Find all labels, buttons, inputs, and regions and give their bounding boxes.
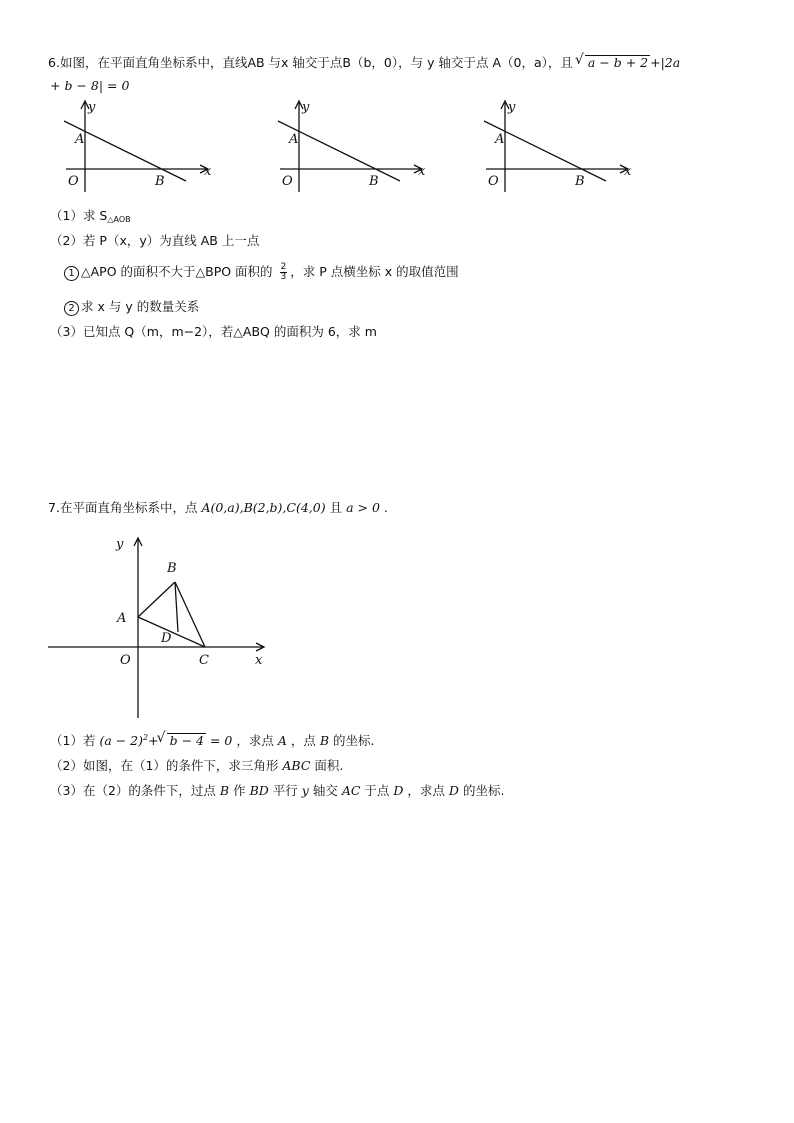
- point-b-label: B: [155, 174, 165, 189]
- point-c-label: C: [199, 653, 209, 668]
- problem-6-stem-text: 如图，在平面直角坐标系中，直线AB 与x 轴交于点B（b，0），与 y 轴交于点 A（0，a），且: [59, 55, 573, 70]
- fraction-numerator: 2: [280, 262, 287, 272]
- q2-text-b: 面积.: [314, 758, 344, 773]
- point-a-label: A: [75, 132, 85, 147]
- problem-6-stem-line2: + b − 8| = 0: [50, 78, 130, 93]
- q3-word-1: 作: [233, 783, 246, 798]
- point-d-label: D: [161, 631, 172, 646]
- x-axis-label: x: [255, 653, 263, 668]
- q3-segment-ac: AC: [341, 783, 361, 798]
- q2-1-text-b: ，求 P 点横坐标 x 的取值范围: [290, 264, 459, 279]
- q2-text-a: （2）如图，在（1）的条件下，求三角形: [50, 758, 279, 773]
- q1-square-term: (a − 2): [99, 733, 144, 748]
- point-b-label: B: [167, 561, 177, 576]
- x-axis-label: x: [624, 164, 632, 179]
- q3-word-5: ，求点: [407, 783, 445, 798]
- problem-6-question-3: （3）已知点 Q（m，m−2），若△ABQ 的面积为 6，求 m: [50, 324, 377, 339]
- point-b-label: B: [575, 174, 585, 189]
- q1-exponent: 2: [143, 732, 149, 742]
- q1-point-a: A: [277, 733, 287, 748]
- problem-6-figure-3: [478, 97, 638, 197]
- q1-equals: = 0: [209, 733, 233, 748]
- origin-label: O: [120, 653, 131, 668]
- point-a-label: A: [495, 132, 505, 147]
- q2-1-text-a: △APO 的面积不大于△BPO 面积的: [81, 264, 273, 279]
- problem-7-figure: [44, 532, 274, 722]
- q1-sqrt-term: √ b − 4: [167, 733, 206, 748]
- q3-text-a: （3）在（2）的条件下，过点: [50, 783, 216, 798]
- fraction-denominator: 3: [280, 272, 287, 282]
- circled-number-2: 2: [64, 301, 79, 316]
- y-axis-label: y: [116, 537, 124, 552]
- point-a-label: A: [289, 132, 299, 147]
- q3-point-b: B: [219, 783, 230, 798]
- origin-label: O: [282, 174, 293, 189]
- point-a-label: A: [117, 611, 127, 626]
- problem-number: 6.: [48, 55, 60, 70]
- q3-word-2: 平行: [272, 783, 298, 798]
- problem-7-question-2: [50, 756, 343, 774]
- problem-6-stem-line1: [48, 53, 680, 71]
- q3-end-text: 的坐标.: [462, 783, 505, 798]
- condition-expression: a > 0: [346, 500, 380, 515]
- fraction-two-thirds: [280, 263, 288, 282]
- problem-number: 7.: [48, 500, 60, 515]
- problem-6-question-2-1: [64, 262, 459, 282]
- q3-word-4: 于点: [364, 783, 390, 798]
- q1-point-b: B: [319, 733, 330, 748]
- q1-subscript: △AOB: [107, 215, 131, 224]
- q1-plus: +: [148, 733, 159, 748]
- problem-6-question-1: [50, 206, 131, 224]
- y-axis-label: y: [88, 100, 96, 115]
- q3-segment-bd: BD: [249, 783, 269, 798]
- q3-y-axis: y: [301, 783, 309, 798]
- problem-6-figure-1: [58, 97, 218, 197]
- abs-expression-start: +|2a: [650, 55, 681, 70]
- point-b-label: B: [369, 174, 379, 189]
- circled-number-1: 1: [64, 266, 79, 281]
- q1-text: （1）求 S: [50, 208, 108, 223]
- q1-comma-text: ，点: [290, 733, 316, 748]
- problem-6-question-2-2: [64, 297, 199, 316]
- problem-7-question-1: [50, 731, 375, 749]
- q3-point-d-2: D: [448, 783, 459, 798]
- q1-end-text: 的坐标.: [333, 733, 375, 748]
- points-expression: A(0,a),B(2,b),C(4,0): [201, 500, 326, 515]
- q2-2-text: 求 x 与 y 的数量关系: [81, 299, 200, 314]
- problem-7-stem-text: 在平面直角坐标系中，点: [59, 500, 198, 515]
- sqrt-expression: √ a − b + 2: [585, 55, 650, 70]
- problem-6-question-2: （2）若 P（x，y）为直线 AB 上一点: [50, 233, 260, 248]
- problem-6-figure-2: [272, 97, 432, 197]
- y-axis-label: y: [302, 100, 310, 115]
- x-axis-label: x: [418, 164, 426, 179]
- x-axis-label: x: [204, 164, 212, 179]
- origin-label: O: [488, 174, 499, 189]
- q1-prefix: （1）若: [50, 733, 96, 748]
- problem-7-stem: [48, 498, 388, 516]
- q2-triangle-name: ABC: [282, 758, 311, 773]
- q3-word-3: 轴交: [312, 783, 338, 798]
- q3-point-d: D: [393, 783, 404, 798]
- problem-7-question-3: [50, 781, 504, 799]
- q1-mid-text: ，求点: [236, 733, 274, 748]
- stem-period: .: [383, 500, 388, 515]
- origin-label: O: [68, 174, 79, 189]
- y-axis-label: y: [508, 100, 516, 115]
- condition-word: 且: [329, 500, 343, 515]
